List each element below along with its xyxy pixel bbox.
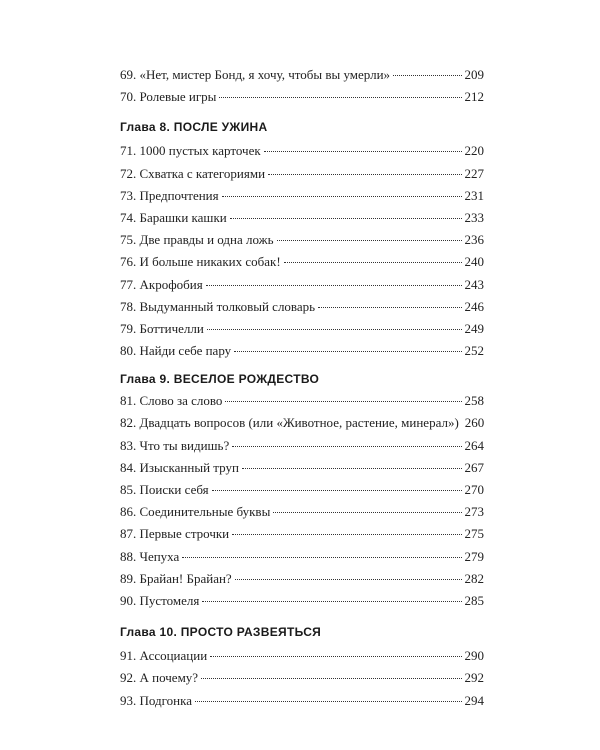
- toc-entry-page: 246: [464, 298, 484, 314]
- toc-entry-title: 82. Двадцать вопросов (или «Животное, растение, минерал»): [120, 415, 459, 431]
- toc-entry: [120, 86, 484, 108]
- dot-leader: [242, 468, 462, 469]
- toc-entry: [120, 645, 484, 667]
- toc-entry-page: 270: [464, 482, 484, 497]
- toc-entry-title: 85. Поиски себя: [120, 482, 209, 497]
- dot-leader: [222, 196, 462, 197]
- toc-entry-title: 73. Предпочтения: [120, 187, 219, 203]
- toc-entry-title: 91. Ассоциации: [120, 648, 208, 664]
- toc-entry-page: 236: [464, 232, 484, 248]
- toc-entry-page: 279: [464, 548, 484, 564]
- toc-entry: [120, 479, 484, 501]
- toc-entry-title: 77. Акрофобия: [120, 276, 203, 292]
- toc-entry: [120, 185, 484, 207]
- toc-entry-page: 264: [464, 437, 484, 453]
- dot-leader: [182, 557, 461, 558]
- toc-entry-page: 252: [464, 343, 484, 359]
- toc-entry-page: 243: [464, 276, 484, 292]
- toc-entry-title: 88. Чепуха: [120, 548, 180, 564]
- dot-leader: [210, 656, 461, 657]
- toc-entry-page: 292: [464, 670, 484, 686]
- toc-entry-title: 81. Слово за слово: [120, 393, 223, 409]
- dot-leader: [232, 446, 461, 447]
- dot-leader: [230, 218, 462, 219]
- toc-entry-title: 76. И больше никаких собак!: [120, 254, 281, 270]
- toc-entry-title: 79. Боттичелли: [120, 320, 204, 336]
- dot-leader: [201, 678, 461, 679]
- toc-entry-page: 231: [464, 187, 484, 203]
- dot-leader: [207, 329, 462, 330]
- toc-entry: [120, 207, 484, 229]
- toc-entry: [120, 457, 484, 479]
- dot-leader: [212, 490, 462, 491]
- toc-entry-title: 71. 1000 пустых карточек: [120, 143, 261, 159]
- dot-leader: [232, 534, 461, 535]
- toc-entry-page: 220: [464, 143, 484, 159]
- toc-entry: [120, 390, 484, 412]
- dot-leader: [273, 512, 461, 513]
- toc-entry-page: 212: [464, 89, 484, 105]
- dot-leader: [206, 285, 462, 286]
- dot-leader: [195, 701, 462, 702]
- chapter-heading: Глава 9. ВЕСЕЛОЕ РОЖДЕСТВО: [120, 372, 320, 387]
- table-of-contents: [120, 64, 484, 712]
- toc-entry-title: 89. Брайан! Брайан?: [120, 570, 232, 586]
- toc-entry: [120, 251, 484, 273]
- toc-entry: [120, 523, 484, 545]
- toc-entry: [120, 667, 484, 689]
- dot-leader: [225, 401, 461, 402]
- toc-entry-title: 70. Ролевые игры: [120, 89, 217, 105]
- toc-entry-page: 290: [464, 648, 484, 664]
- toc-entry-page: 294: [464, 692, 484, 708]
- toc-entry: [120, 568, 484, 590]
- toc-entry-title: 86. Соединительные буквы: [120, 504, 271, 520]
- dot-leader: [277, 240, 462, 241]
- toc-entry-title: 72. Схватка с категориями: [120, 165, 266, 181]
- chapter-heading: Глава 10. ПРОСТО РАЗВЕЯТЬСЯ: [120, 625, 322, 640]
- toc-entry-title: 90. Пустомеля: [120, 592, 200, 608]
- toc-entry-title: 69. «Нет, мистер Бонд, я хочу, чтобы вы умерли»: [120, 67, 391, 82]
- dot-leader: [235, 579, 462, 580]
- toc-entry-page: 275: [464, 526, 484, 542]
- toc-entry: [120, 590, 484, 612]
- toc-entry: [120, 274, 484, 296]
- toc-entry-title: 74. Барашки кашки: [120, 209, 227, 225]
- chapter-heading: Глава 8. ПОСЛЕ УЖИНА: [120, 120, 268, 135]
- toc-entry: [120, 546, 484, 568]
- toc-entry-page: 258: [464, 393, 484, 409]
- toc-entry-title: 87. Первые строчки: [120, 526, 230, 542]
- toc-entry-page: 249: [464, 320, 484, 336]
- toc-entry-title: 80. Найди себе пару: [120, 343, 232, 359]
- toc-entry: [120, 501, 484, 523]
- toc-entry: [120, 140, 484, 162]
- toc-entry-page: 227: [464, 165, 484, 181]
- toc-entry-title: 92. А почему?: [120, 670, 199, 686]
- toc-entry: [120, 412, 484, 434]
- toc-entry: [120, 435, 484, 457]
- toc-entry-page: 267: [464, 459, 484, 475]
- dot-leader: [219, 97, 461, 98]
- dot-leader: [202, 601, 461, 602]
- toc-entry: [120, 690, 484, 712]
- toc-entry-page: 233: [464, 209, 484, 225]
- toc-entry-page: 285: [464, 592, 484, 608]
- toc-entry-title: 84. Изысканный труп: [120, 459, 239, 475]
- toc-entry-page: 282: [464, 570, 484, 586]
- toc-entry: [120, 229, 484, 251]
- toc-entry: [120, 296, 484, 318]
- toc-entry-title: 78. Выдуманный толковый словарь: [120, 298, 316, 314]
- toc-entry-title: 75. Две правды и одна ложь: [120, 232, 274, 248]
- dot-leader: [268, 174, 461, 175]
- toc-entry-page: 260: [464, 415, 485, 431]
- toc-entry-title: 93. Подгонка: [120, 692, 192, 708]
- dot-leader: [393, 75, 461, 76]
- toc-entry: [120, 64, 484, 86]
- toc-entry-page: 273: [464, 504, 484, 520]
- dot-leader: [264, 151, 462, 152]
- dot-leader: [284, 262, 462, 263]
- toc-entry: [120, 340, 484, 362]
- toc-entry: [120, 318, 484, 340]
- dot-leader: [318, 307, 461, 308]
- dot-leader: [234, 351, 461, 352]
- toc-entry: [120, 163, 484, 185]
- toc-entry-page: 240: [464, 254, 484, 270]
- toc-entry-title: 83. Что ты видишь?: [120, 437, 230, 453]
- toc-entry-page: 209: [464, 67, 484, 82]
